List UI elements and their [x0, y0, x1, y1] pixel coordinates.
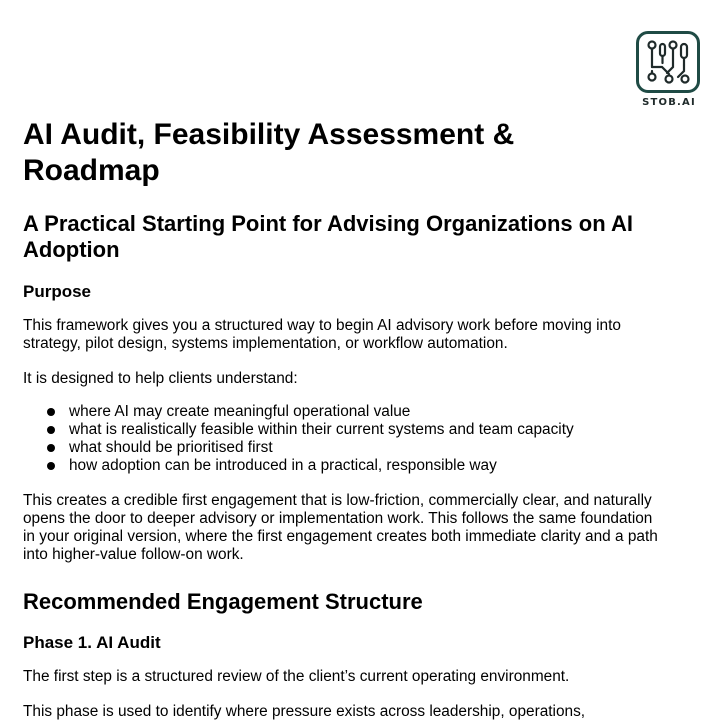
list-item: where AI may create meaningful operational value [23, 403, 663, 421]
phase1-next-paragraph: This phase is used to identify where pressure exists across leadership, operations, [23, 703, 586, 720]
list-item: what should be prioritised first [23, 439, 663, 457]
purpose-heading: Purpose [23, 282, 92, 301]
designed-to-help-text: It is designed to help clients understand: [23, 370, 298, 387]
list-item: what is realistically feasible within their current systems and team capacity [23, 421, 663, 439]
phase1-heading: Phase 1. AI Audit [23, 633, 161, 652]
engagement-paragraph: This creates a credible first engagement that is low-friction, commercially clear, and naturally opens the door to deeper advisory or implementation work. This follows the same foundation in your original version, where the first engagement creates both immediate clarity and a path into higher-value follow-on work. [23, 492, 658, 563]
benefit-list [23, 403, 663, 475]
document-subtitle: A Practical Starting Point for Advising Organizations on AI Adoption [23, 211, 633, 262]
brand-name: STOB.AI [642, 97, 696, 108]
list-item: how adoption can be introduced in a practical, responsible way [23, 457, 663, 475]
brand-logo [636, 31, 702, 111]
phase1-paragraph: The first step is a structured review of the client’s current operating environment. [23, 668, 570, 685]
circuit-glyph-icon [643, 37, 695, 89]
document-title: AI Audit, Feasibility Assessment & Roadmap [23, 118, 515, 187]
circuit-logo-icon [636, 31, 700, 93]
intro-paragraph: This framework gives you a structured way to begin AI advisory work before moving into strategy, pilot design, systems implementation, or workflow automation. [23, 317, 621, 352]
section-heading-engagement-structure: Recommended Engagement Structure [23, 589, 423, 614]
